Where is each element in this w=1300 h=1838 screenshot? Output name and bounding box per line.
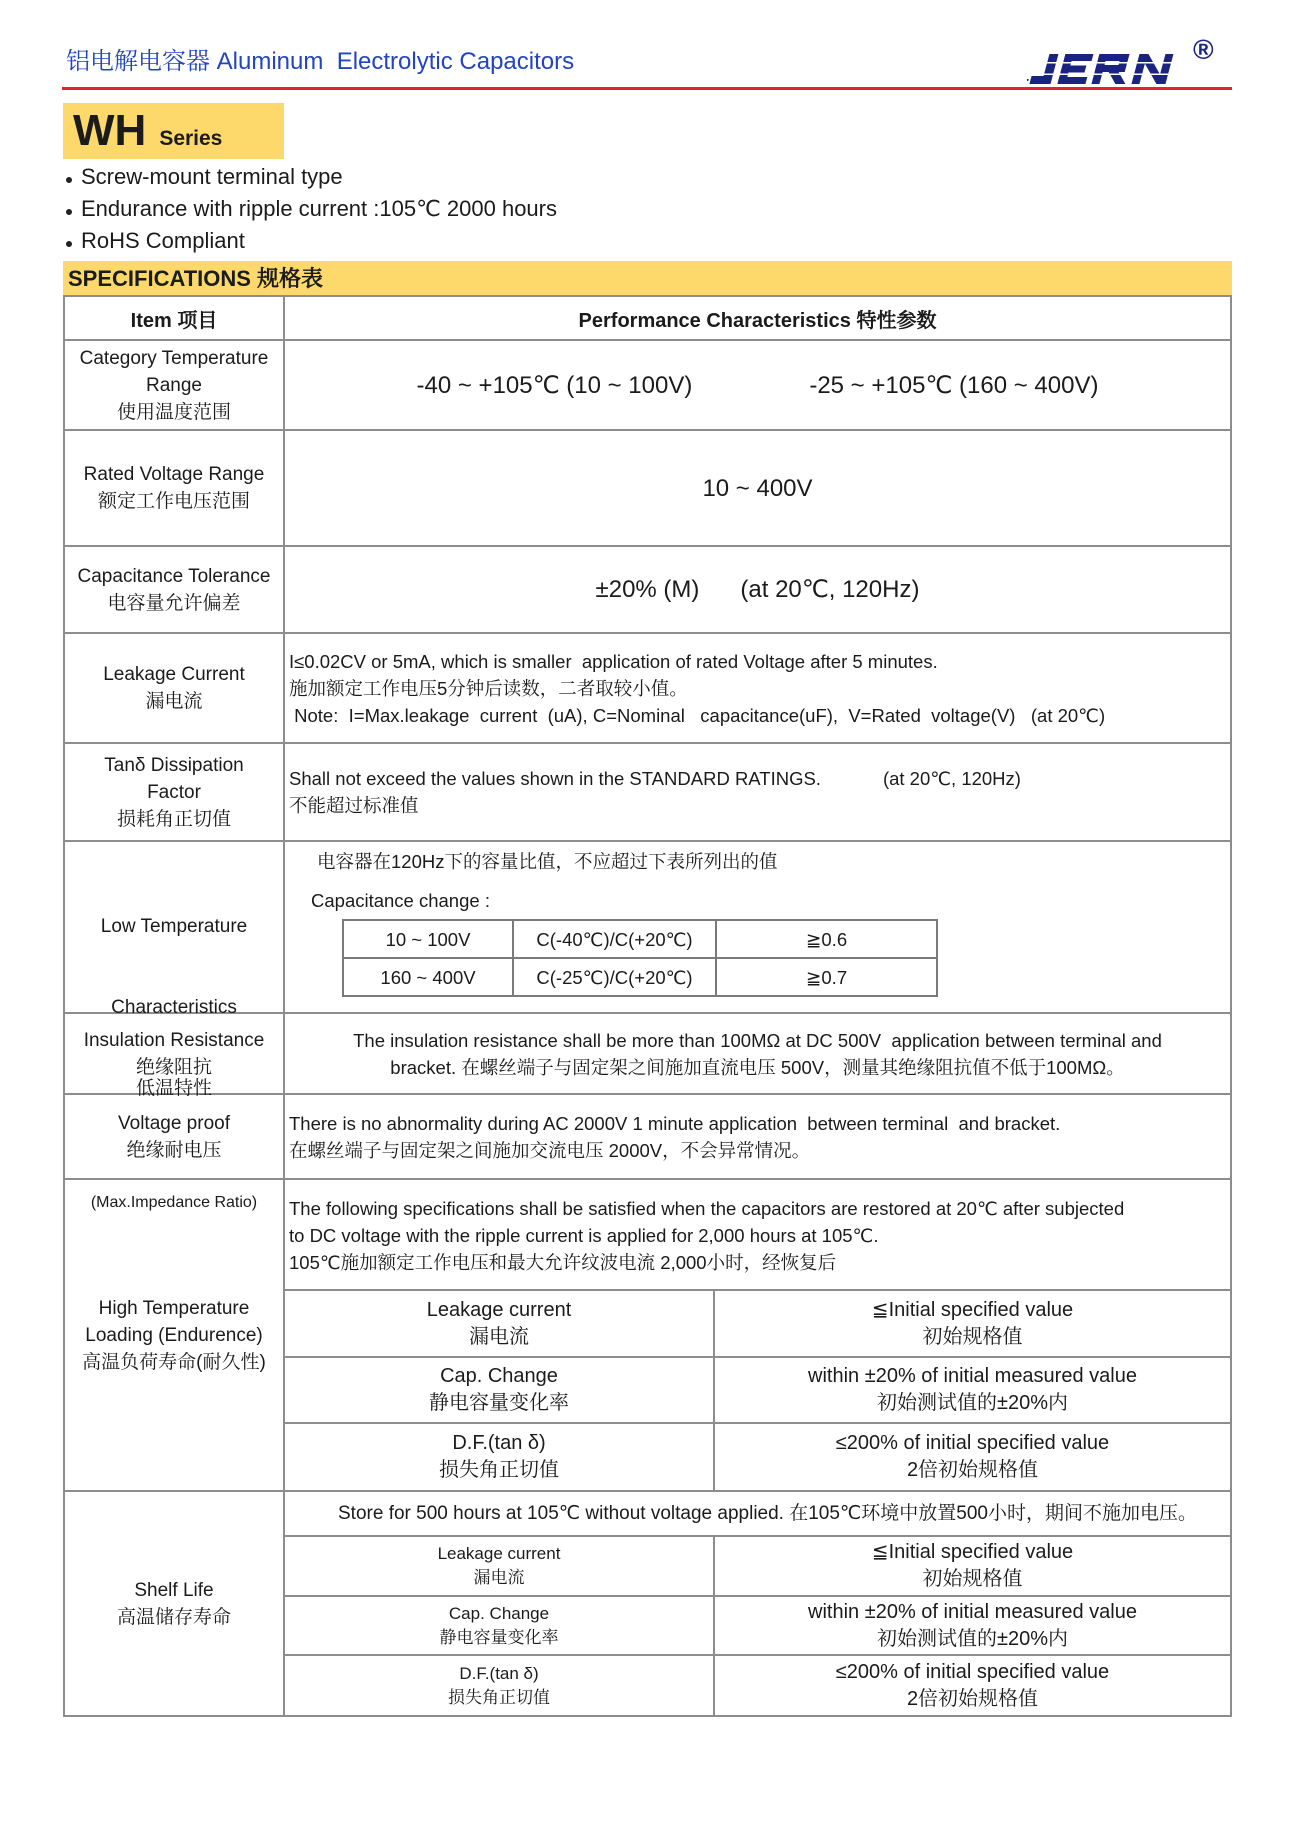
parameter-cell bbox=[285, 1423, 714, 1490]
parameter-cell bbox=[285, 1655, 714, 1715]
item-label: Loading (Endurence) bbox=[85, 1324, 263, 1346]
brand-logo-icon bbox=[1027, 52, 1179, 86]
item-label-cn: 绝缘阻抗 bbox=[135, 1056, 212, 1078]
table-row-capacitance-tolerance bbox=[64, 546, 1231, 633]
performance-cell bbox=[284, 841, 1231, 1013]
limit-text: within ±20% of initial measured value bbox=[808, 1600, 1137, 1623]
table-row-rated-voltage bbox=[64, 430, 1231, 546]
parameter-label: D.F.(tan δ) bbox=[459, 1663, 539, 1683]
limit-cell: ≧0.7 bbox=[716, 958, 937, 996]
item-cell bbox=[64, 1491, 284, 1716]
performance-cell bbox=[284, 1094, 1231, 1179]
dissipation-text: Shall not exceed the values shown in the STANDARD RATINGS. bbox=[289, 768, 821, 789]
limit-cell bbox=[714, 1655, 1230, 1715]
limit-cell bbox=[714, 1423, 1230, 1490]
limit-cell: ≧0.6 bbox=[716, 920, 937, 958]
tolerance-text: ±20% (M) bbox=[595, 576, 700, 603]
item-cell bbox=[64, 430, 284, 546]
series-label: Series bbox=[159, 127, 223, 150]
insulation-text: The insulation resistance shall be more than 100MΩ at DC 500V application between terminal and bbox=[353, 1029, 1162, 1051]
ratio-cell: C(-40℃)/C(+20℃) bbox=[513, 920, 716, 958]
endurance-intro-line: to DC voltage with the ripple current is applied for 2,000 hours at 105℃. bbox=[289, 1225, 879, 1246]
table-row bbox=[343, 920, 937, 958]
voltage-range-cell: 10 ~ 100V bbox=[343, 920, 513, 958]
performance-cell bbox=[284, 1013, 1231, 1094]
parameter-label-cn: 漏电流 bbox=[473, 1568, 525, 1587]
temperature-range-low-voltage: -40 ~ +105℃ (10 ~ 100V) bbox=[416, 371, 693, 399]
shelf-life-intro: Store for 500 hours at 105℃ without voltage applied. 在105℃环境中放置500小时，期间不施加电压。 bbox=[338, 1503, 1197, 1524]
header-divider bbox=[62, 87, 1232, 90]
table-row-leakage-current bbox=[64, 633, 1231, 743]
limit-text: ≤200% of initial specified value bbox=[835, 1660, 1110, 1683]
parameter-cell bbox=[285, 1290, 714, 1357]
document-title: 铝电解电容器 Aluminum Electrolytic Capacitors bbox=[66, 48, 575, 75]
parameter-label-cn: 损失角正切值 bbox=[439, 1459, 559, 1481]
limit-text-cn: 2倍初始规格值 bbox=[906, 1459, 1039, 1481]
list-item bbox=[66, 161, 557, 193]
bullet-icon bbox=[66, 209, 72, 215]
parameter-label: Cap. Change bbox=[440, 1365, 558, 1387]
limit-cell bbox=[714, 1536, 1230, 1596]
item-label: Shelf Life bbox=[134, 1579, 214, 1601]
temperature-ranges bbox=[289, 372, 1226, 399]
parameter-label: Cap. Change bbox=[448, 1603, 550, 1623]
rated-voltage-value bbox=[289, 475, 1226, 502]
item-note: (Max.Impedance Ratio) bbox=[90, 1194, 258, 1211]
low-temperature-intro: Capacitance change : bbox=[311, 890, 490, 911]
leakage-formula: I≤0.02CV or 5mA, which is smaller application of rated Voltage after 5 minutes. bbox=[289, 650, 938, 672]
item-label: Range bbox=[146, 374, 202, 396]
performance-cell bbox=[284, 340, 1231, 430]
feature-text: Screw-mount terminal type bbox=[81, 164, 343, 189]
table-row bbox=[343, 958, 937, 996]
dissipation-text-cn: 不能超过标准值 bbox=[289, 795, 419, 816]
item-label: Factor bbox=[147, 781, 201, 803]
limit-text: ≦Initial specified value bbox=[871, 1298, 1074, 1321]
bullet-icon bbox=[66, 177, 72, 183]
item-label: Category Temperature bbox=[79, 347, 269, 369]
limit-text-cn: 初始测试值的±20%内 bbox=[876, 1627, 1068, 1650]
feature-text: RoHS Compliant bbox=[81, 228, 245, 253]
performance-cell bbox=[284, 430, 1231, 546]
column-header-item: Item 项目 bbox=[64, 296, 284, 340]
item-label-cn: 高温储存寿命 bbox=[116, 1606, 231, 1628]
list-item bbox=[66, 225, 557, 257]
limit-cell bbox=[714, 1357, 1230, 1423]
parameter-label-cn: 静电容量变化率 bbox=[439, 1627, 559, 1647]
item-label: Tanδ Dissipation bbox=[104, 754, 244, 776]
specifications-heading: SPECIFICATIONS 规格表 bbox=[63, 261, 1232, 296]
item-label-cn: 高温负荷寿命(耐久性) bbox=[82, 1351, 266, 1373]
table-header-row bbox=[64, 296, 1231, 340]
performance-cell bbox=[284, 743, 1231, 841]
parameter-label: D.F.(tan δ) bbox=[452, 1432, 546, 1454]
item-label: Leakage Current bbox=[103, 664, 245, 685]
insulation-text-cn: bracket. 在螺丝端子与固定架之间施加直流电压 500V，测量其绝缘阻抗值不低于100MΩ。 bbox=[390, 1056, 1125, 1078]
low-temperature-intro-cn: 电容器在120Hz下的容量比值，不应超过下表所列出的值 bbox=[317, 851, 778, 872]
performance-cell bbox=[284, 633, 1231, 743]
item-label: Insulation Resistance bbox=[83, 1029, 265, 1051]
limit-cell bbox=[714, 1290, 1230, 1357]
parameter-cell bbox=[285, 1536, 714, 1596]
table-row bbox=[285, 1536, 1230, 1596]
leakage-formula-cn: 施加额定工作电压5分钟后读数，二者取较小值。 bbox=[289, 677, 688, 699]
item-label: Voltage proof bbox=[118, 1112, 230, 1134]
specifications-table bbox=[63, 295, 1232, 1717]
item-label-cn: 使用温度范围 bbox=[116, 401, 231, 423]
column-header-performance: Performance Characteristics 特性参数 bbox=[284, 296, 1231, 340]
parameter-label: Leakage current bbox=[426, 1298, 572, 1321]
voltage-range-cell: 160 ~ 400V bbox=[343, 958, 513, 996]
item-label: Low Temperature bbox=[100, 916, 248, 937]
item-label-cn: 漏电流 bbox=[145, 691, 203, 712]
voltage-proof-text: There is no abnormality during AC 2000V 1 minute application between terminal and bracket. bbox=[289, 1112, 1061, 1134]
bullet-icon bbox=[66, 241, 72, 247]
item-label-cn: 额定工作电压范围 bbox=[97, 491, 250, 512]
ratio-cell: C(-25℃)/C(+20℃) bbox=[513, 958, 716, 996]
limit-text-cn: 初始规格值 bbox=[922, 1568, 1023, 1590]
performance-cell bbox=[284, 1491, 1231, 1716]
dissipation-line bbox=[289, 765, 1226, 792]
item-label-cn: 损耗角正切值 bbox=[116, 808, 231, 830]
limit-text: within ±20% of initial measured value bbox=[808, 1365, 1137, 1387]
item-label-cn: 电容量允许偏差 bbox=[107, 592, 241, 614]
endurance-intro-line: The following specifications shall be satisfied when the capacitors are restored at 20℃ after subjected bbox=[289, 1198, 1125, 1219]
performance-cell bbox=[284, 1179, 1231, 1491]
table-row bbox=[285, 1423, 1230, 1490]
leakage-note: Note: I=Max.leakage current (uA), C=Nominal capacitance(uF), V=Rated voltage(V) (at 20℃) bbox=[289, 704, 1106, 726]
parameter-cell bbox=[285, 1357, 714, 1423]
limit-text-cn: 2倍初始规格值 bbox=[906, 1687, 1039, 1710]
item-cell bbox=[64, 633, 284, 743]
item-cell bbox=[64, 340, 284, 430]
registered-trademark-icon: ® bbox=[1193, 34, 1214, 65]
table-row-dissipation-factor bbox=[64, 743, 1231, 841]
tolerance-condition: (at 20℃, 120Hz) bbox=[740, 576, 920, 603]
performance-cell bbox=[284, 546, 1231, 633]
brand-logo-graphic bbox=[1027, 52, 1179, 86]
item-label-cn: 绝缘耐电压 bbox=[126, 1139, 222, 1161]
table-row bbox=[285, 1655, 1230, 1715]
limit-text-cn: 初始测试值的±20%内 bbox=[876, 1392, 1068, 1414]
item-cell bbox=[64, 743, 284, 841]
limit-text: ≦Initial specified value bbox=[871, 1541, 1074, 1563]
table-row bbox=[285, 1290, 1230, 1357]
table-row-shelf-life bbox=[64, 1491, 1231, 1716]
limit-text-cn: 初始规格值 bbox=[922, 1325, 1023, 1348]
rated-voltage-text: 10 ~ 400V bbox=[702, 474, 813, 502]
item-label-cn: 低温特性 bbox=[135, 1078, 212, 1099]
table-row bbox=[285, 1357, 1230, 1423]
shelf-life-criteria-table bbox=[285, 1535, 1230, 1715]
item-cell bbox=[64, 546, 284, 633]
voltage-proof-text-cn: 在螺丝端子与固定架之间施加交流电压 2000V，不会异常情况。 bbox=[289, 1139, 811, 1161]
series-badge bbox=[63, 103, 284, 159]
item-label: Rated Voltage Range bbox=[83, 464, 265, 485]
parameter-label: Leakage current bbox=[437, 1544, 561, 1563]
parameter-label-cn: 静电容量变化率 bbox=[429, 1392, 569, 1414]
dissipation-condition: (at 20℃, 120Hz) bbox=[882, 768, 1021, 789]
table-row-low-temperature bbox=[64, 841, 1231, 1013]
item-label: Characteristics bbox=[111, 997, 237, 1018]
endurance-intro-line-cn: 105℃施加额定工作电压和最大允许纹波电流 2,000小时，经恢复后 bbox=[289, 1252, 837, 1273]
series-name: WH bbox=[73, 106, 147, 155]
limit-text: ≤200% of initial specified value bbox=[835, 1432, 1110, 1454]
low-temperature-content bbox=[285, 842, 1230, 1012]
table-row bbox=[285, 1596, 1230, 1655]
parameter-label-cn: 损失角正切值 bbox=[448, 1687, 550, 1707]
list-item bbox=[66, 193, 557, 225]
endurance-intro bbox=[285, 1180, 1230, 1289]
low-temperature-table bbox=[342, 919, 938, 997]
endurance-criteria-table bbox=[285, 1289, 1230, 1490]
temperature-range-high-voltage: -25 ~ +105℃ (160 ~ 400V) bbox=[809, 371, 1099, 399]
feature-text: Endurance with ripple current :105℃ 2000 hours bbox=[81, 196, 557, 221]
parameter-label-cn: 漏电流 bbox=[469, 1325, 529, 1348]
parameter-cell bbox=[285, 1596, 714, 1655]
limit-cell bbox=[714, 1596, 1230, 1655]
table-row-category-temperature bbox=[64, 340, 1231, 430]
item-label: High Temperature bbox=[98, 1297, 250, 1319]
tolerance-value bbox=[289, 576, 1226, 603]
item-label: Capacitance Tolerance bbox=[77, 565, 271, 587]
feature-list bbox=[66, 161, 557, 257]
